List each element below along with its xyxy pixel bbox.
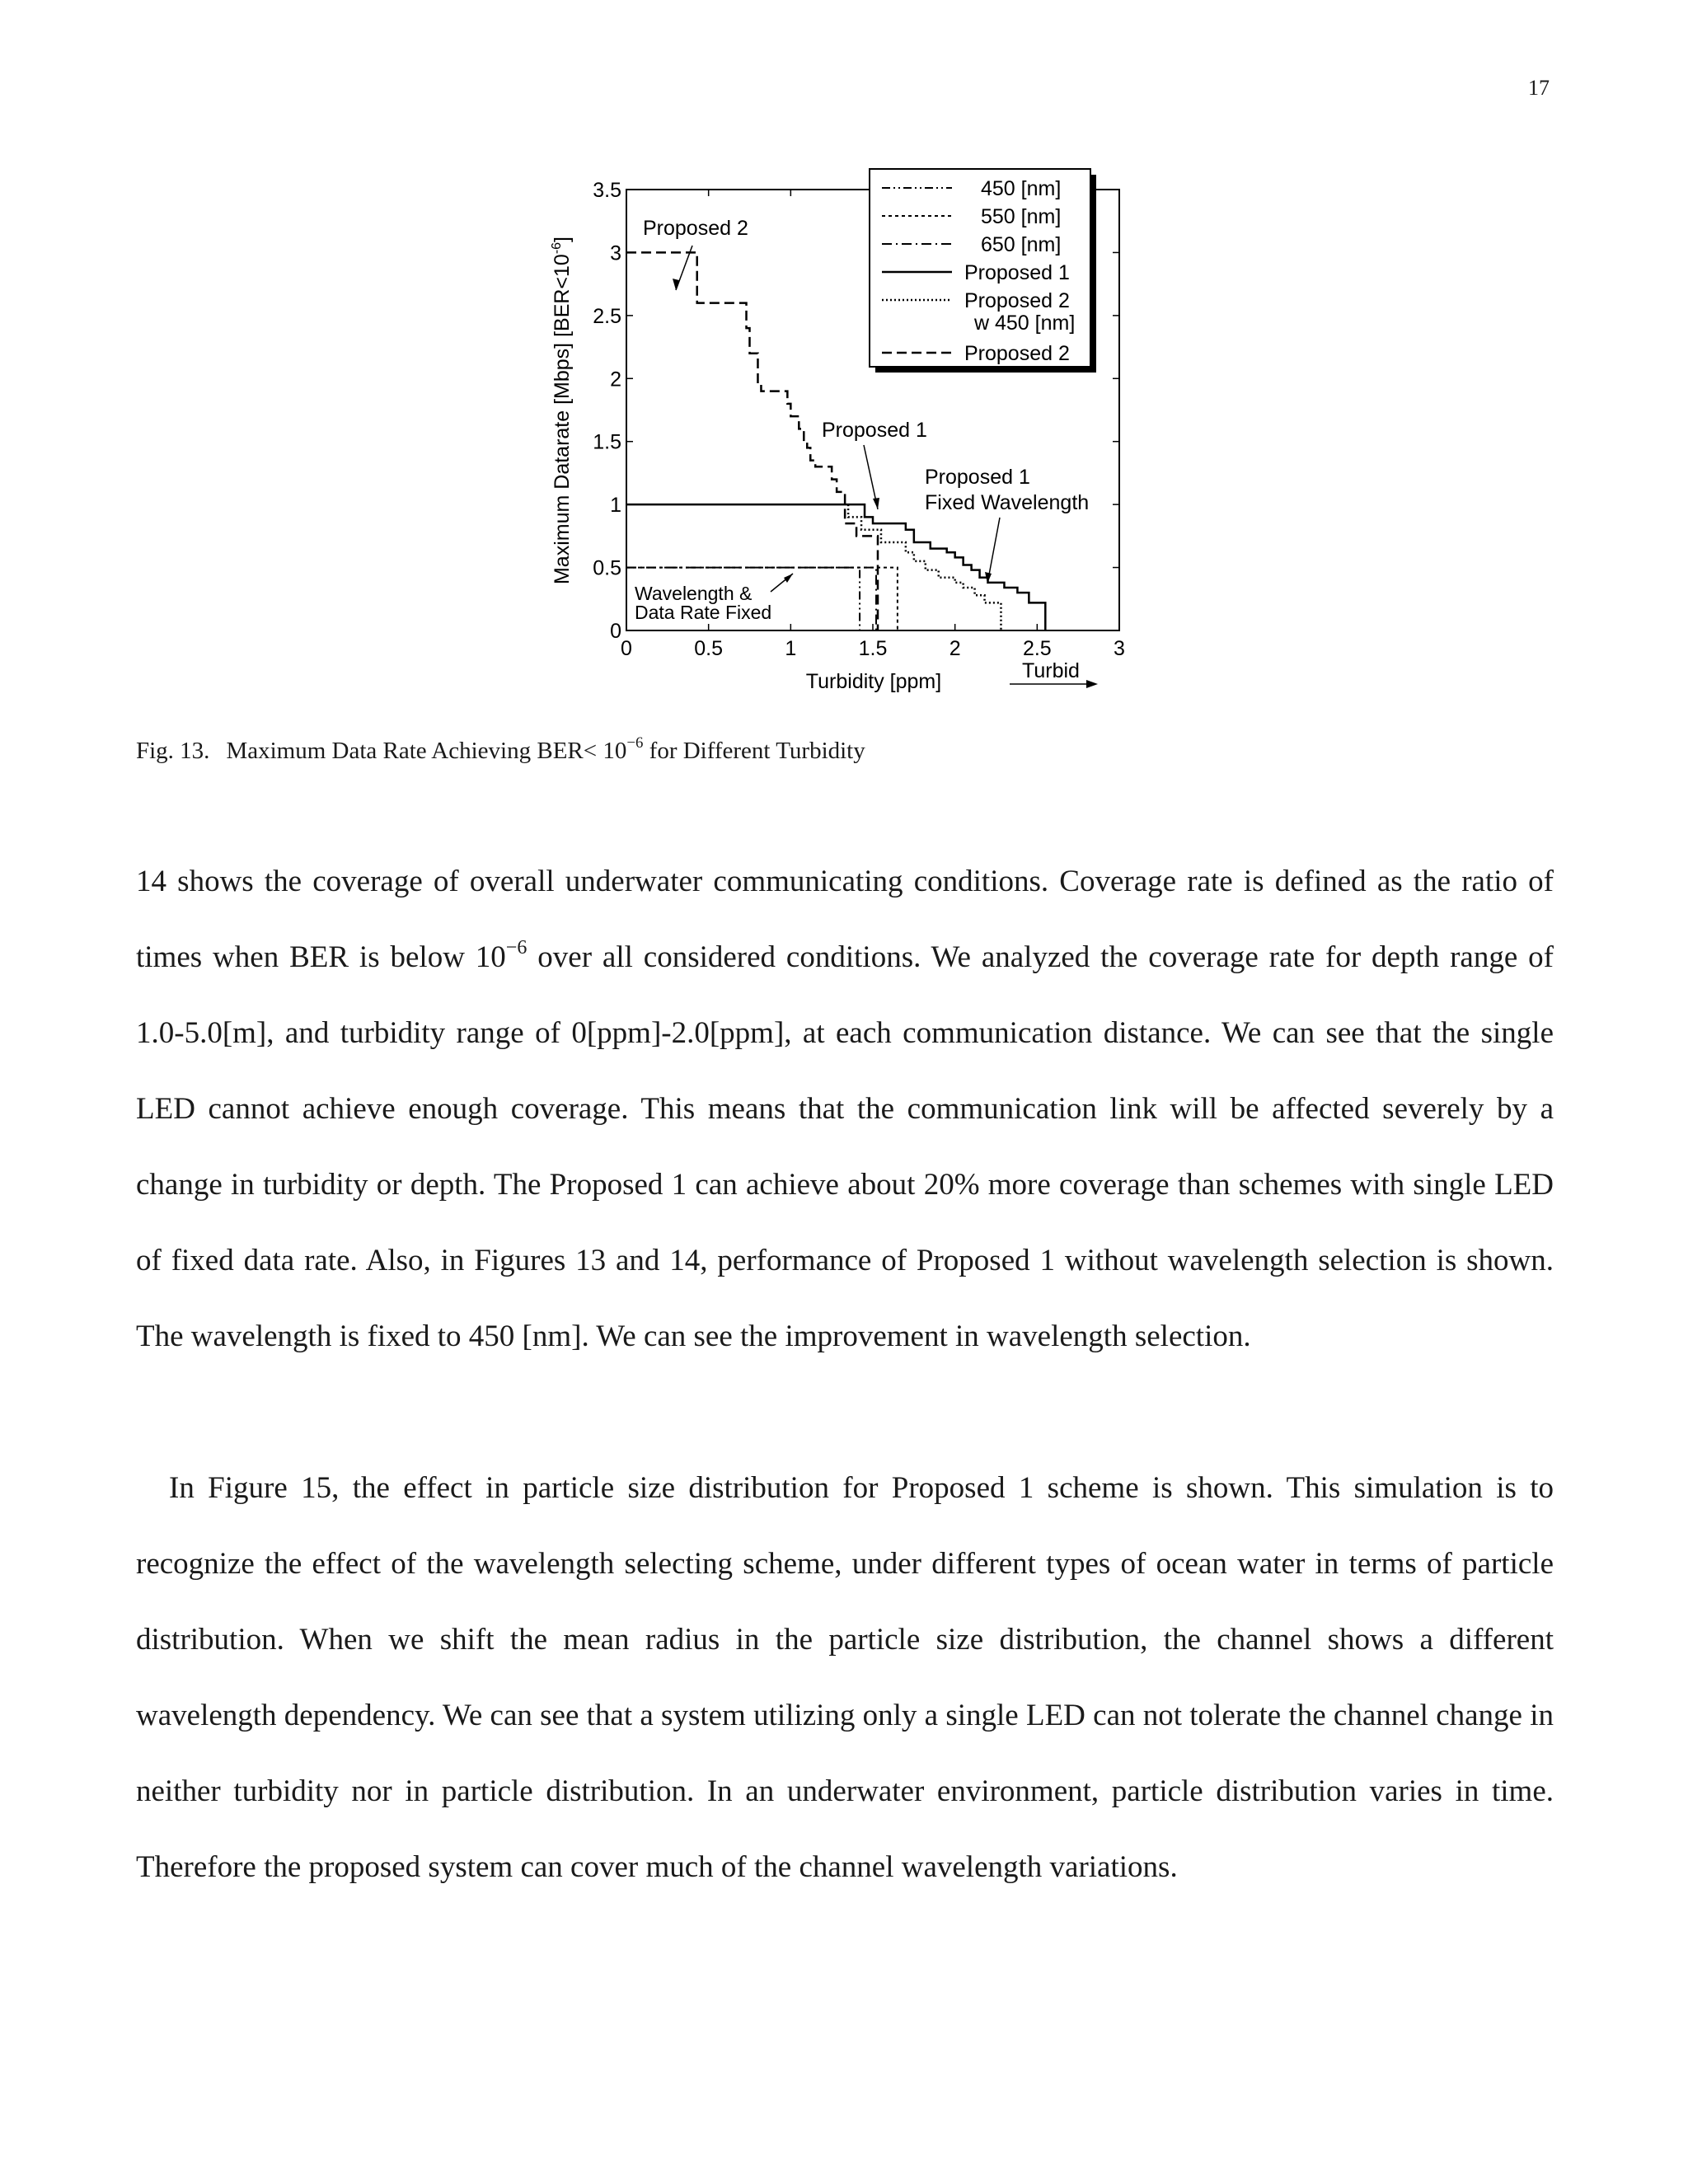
annotation-wavelength-rate-1: Wavelength & [635, 583, 753, 604]
y-tick-label: 3 [610, 241, 621, 265]
y-tick-label: 1.5 [593, 430, 621, 454]
body-paragraph-2: In Figure 15, the effect in particle size distribution for Proposed 1 scheme is shown. This simulation is to recognize the effect of the wavelength selecting scheme, under different types of ocean water in terms of particle distribution. When we shift the mean radius in the particle size distribution, the channel shows a different wavelength dependency. We can see that a system utilizing only a single LED can not tolerate the channel change in neither turbidity nor in particle distribution. In an underwater environment, particle distribution varies in time. Therefore the proposed system can cover much of the channel wavelength variations. [136, 1471, 1554, 1884]
legend-proposed-2-w450-line2: w 450 [nm] [974, 312, 1076, 335]
arrowhead [1086, 680, 1098, 688]
paragraph-1-exponent: −6 [505, 937, 528, 959]
annotation-fixed-wavelength-2: Fixed Wavelength [925, 491, 1090, 514]
legend-proposed-2: Proposed 2 [964, 342, 1070, 365]
y-axis-label: Maximum Datarate [Mbps] $[BER<10^{-6}]$ [550, 236, 574, 585]
figure-caption [136, 734, 865, 765]
x-axis-label: Turbidity [ppm] [805, 670, 942, 693]
x-tick-label: 1 [785, 637, 797, 660]
caption-text: Maximum Data Rate Achieving BER< 10 [226, 738, 627, 764]
annotation-proposed-2: Proposed 2 [643, 217, 748, 240]
x-tick-label: 1.5 [858, 637, 888, 660]
paragraph-1-part-b: over all considered conditions. We analyzed the coverage rate for depth range of 1.0-5.0[m], and turbidity range of 0[ppm]-2.0[ppm], at each communication distance. We can see that the single LED cannot achieve enough coverage. This means that the communication link will be affected severely by a change in turbidity or depth. The Proposed 1 can achieve about 20% more coverage than schemes with single LED of fixed data rate. Also, in Figures 13 and 14, performance of Proposed 1 without wavelength selection is shown. The wavelength is fixed to 450 [nm]. We can see the improvement in wavelength selection. [136, 940, 1554, 1353]
legend-450nm: 450 [nm] [981, 177, 1062, 200]
x-tick-label: 2.5 [1022, 637, 1052, 660]
arrowhead [873, 498, 879, 509]
page-number: 17 [1528, 76, 1550, 100]
caption-tail: for Different Turbidity [643, 738, 865, 764]
y-tick-label: 1 [610, 494, 621, 518]
legend-650nm: 650 [nm] [981, 233, 1062, 256]
legend-550nm: 550 [nm] [981, 205, 1062, 228]
x-tick-label: 3 [1114, 637, 1125, 660]
caption-exponent: −6 [626, 734, 644, 752]
legend-proposed-1: Proposed 1 [964, 261, 1070, 284]
annotation-wavelength-rate-2: Data Rate Fixed [635, 602, 772, 623]
y-tick-label: 2.5 [593, 304, 621, 328]
legend [870, 169, 1096, 373]
annotation-turbid: Turbid [1022, 659, 1080, 682]
annotation-proposed-1: Proposed 1 [822, 419, 927, 442]
figure-label: Fig. 13. [136, 738, 210, 764]
body-paragraph-1 [136, 844, 1554, 1375]
y-tick-label: 0.5 [593, 556, 621, 580]
legend-proposed-2-w450: Proposed 2 [964, 289, 1070, 312]
paragraph-1-part-a: 14 shows the coverage of overall underwater communicating conditions. Coverage rate is defined as the ratio of times when BER is below 10 [136, 865, 1554, 974]
x-tick-label: 0 [621, 637, 632, 660]
x-tick-label: 2 [949, 637, 961, 660]
figure-13-chart [544, 165, 1137, 725]
y-tick-label: 3.5 [593, 179, 621, 202]
y-tick-label: 0 [610, 620, 621, 643]
arrowhead [784, 574, 793, 583]
x-tick-label: 0.5 [694, 637, 724, 660]
y-tick-label: 2 [610, 368, 621, 391]
annotation-fixed-wavelength-1: Proposed 1 [925, 466, 1030, 489]
